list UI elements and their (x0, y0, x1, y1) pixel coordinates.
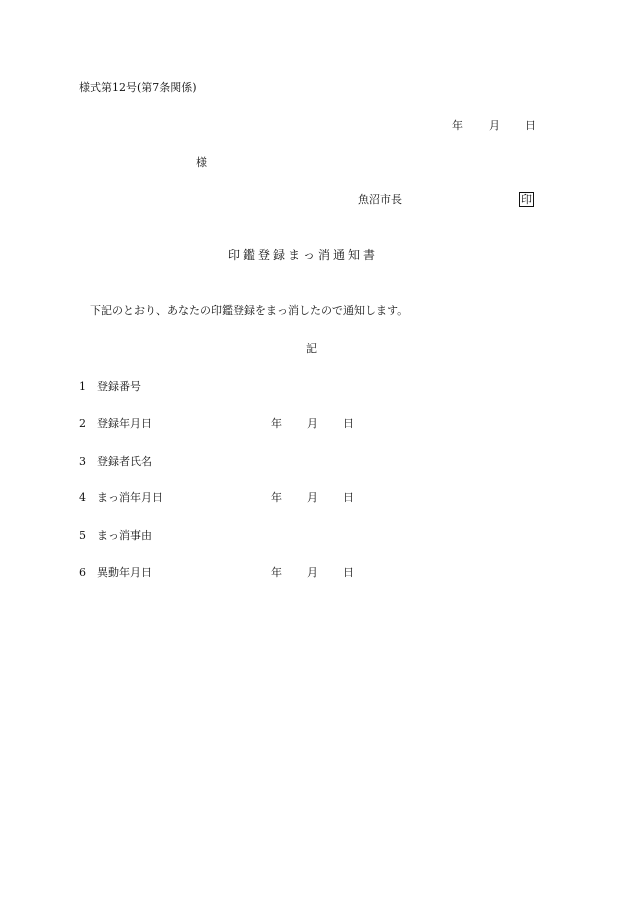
item-label: 登録者氏名 (97, 455, 152, 468)
month-label: 月 (307, 491, 318, 504)
item-number: 3 (79, 455, 86, 468)
year-label: 年 (271, 566, 282, 579)
form-number: 様式第12号(第7条関係) (79, 81, 197, 94)
item-label: まっ消事由 (97, 529, 152, 542)
item-deletion-date-value (271, 491, 354, 505)
seal-mark: 印 (521, 193, 532, 206)
issue-date-month: 月 (489, 119, 500, 132)
item-move-date-value (271, 566, 354, 580)
item-deletion-date (79, 491, 163, 505)
item-label: まっ消年月日 (97, 491, 163, 504)
year-label: 年 (271, 491, 282, 504)
item-number: 1 (79, 380, 86, 393)
item-label: 登録番号 (97, 380, 141, 393)
document-title: 印鑑登録まっ消通知書 (228, 248, 379, 262)
day-label: 日 (343, 491, 354, 504)
day-label: 日 (343, 417, 354, 430)
item-registration-date (79, 417, 152, 431)
ki-heading: 記 (306, 342, 317, 355)
month-label: 月 (307, 417, 318, 430)
item-move-date (79, 566, 152, 580)
year-label: 年 (271, 417, 282, 430)
item-number: 2 (79, 417, 86, 430)
issue-date (452, 119, 536, 133)
item-registration-number (79, 380, 141, 394)
day-label: 日 (343, 566, 354, 579)
item-deletion-reason (79, 529, 152, 543)
item-number: 5 (79, 529, 86, 542)
item-number: 6 (79, 566, 86, 579)
item-registrant-name (79, 455, 152, 469)
notice-body: 下記のとおり、あなたの印鑑登録をまっ消したので通知します。 (90, 304, 409, 317)
item-number: 4 (79, 491, 86, 504)
issuer-name: 魚沼市長 (358, 193, 402, 206)
recipient-suffix: 様 (196, 156, 207, 169)
issue-date-year: 年 (452, 119, 463, 132)
item-registration-date-value (271, 417, 354, 431)
month-label: 月 (307, 566, 318, 579)
issue-date-day: 日 (525, 119, 536, 132)
item-label: 異動年月日 (97, 566, 152, 579)
item-label: 登録年月日 (97, 417, 152, 430)
